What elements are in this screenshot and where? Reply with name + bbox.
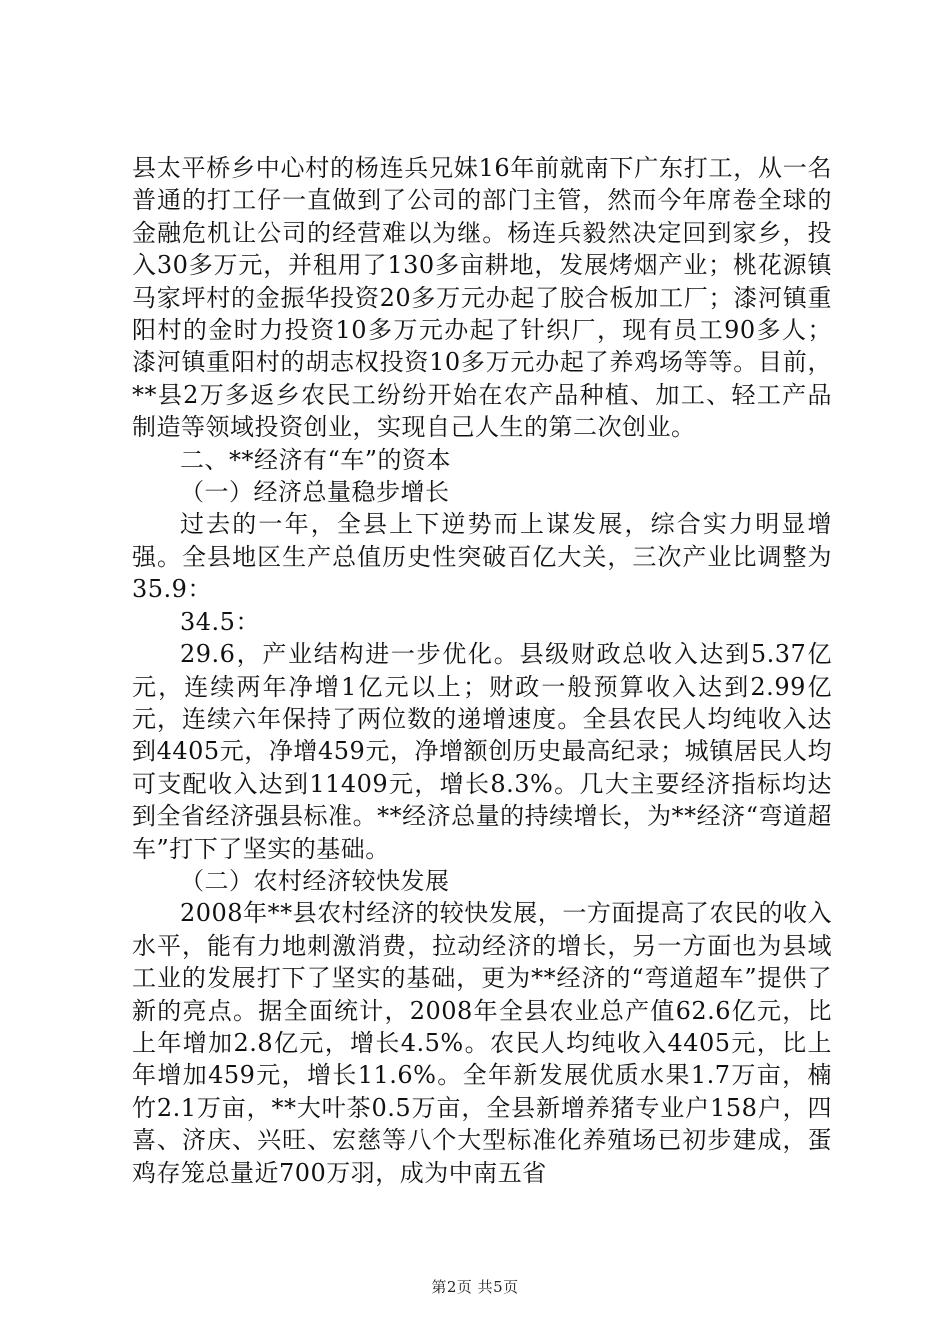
paragraph-rural-economy: 2008年**县农村经济的较快发展，一方面提高了农民的收入水平，能有力地刺激消费，拉动经济的增长，另一方面也为县域工业的发展打下了坚实的基础，更为**经济的“弯道超车”提供了新的亮点。据全面统计，2008年全县农业总产值62.6亿元，比上年增加2.8亿元，增长4.5%。农民人均纯收入4405元，比上年增加459元，增长11.6%。全年新发展优质水果1.7万亩，楠竹2.1万亩，**大叶茶0.5万亩，全县新增养猪专业户158户，四喜、济庆、兴旺、宏慈等八个大型标准化养殖场已初步建成，蛋鸡存笼总量近700万羽，成为中南五省	[132, 899, 832, 1187]
document-body	[132, 152, 832, 1189]
subsection-heading-2: （二）农村经济较快发展	[180, 866, 450, 895]
subsection-heading-1: （一）经济总量稳步增长	[180, 478, 450, 507]
page-number-footer: 第2页 共5页	[431, 1278, 519, 1296]
paragraph-fiscal-income: 29.6，产业结构进一步优化。县级财政总收入达到5.37亿元，连续两年净增1亿元以上；财政一般预算收入达到2.99亿元，连续六年保持了两位数的递增速度。全县农民人均纯收入达到4405元，净增459元，净增额创历史最高纪录；城镇居民人均可支配收入达到11409元，增长8.3%。几大主要经济指标均达到全省经济强县标准。**经济总量的持续增长，为**经济“弯道超车”打下了坚实的基础。	[132, 640, 832, 863]
section-heading-2: 二、**经济有“车”的资本	[180, 445, 452, 474]
paragraph-economic-growth: 过去的一年，全县上下逆势而上谋发展，综合实力明显增强。全县地区生产总值历史性突破百亿大关，三次产业比调整为35.9：	[132, 510, 832, 604]
paragraph-returnee-entrepreneurs: 县太平桥乡中心村的杨连兵兄妹16年前就南下广东打工，从一名普通的打工仔一直做到了公司的部门主管，然而今年席卷全球的金融危机让公司的经营难以为继。杨连兵毅然决定回到家乡，投入30多万元，并租用了130多亩耕地，发展烤烟产业；桃花源镇马家坪村的金振华投资20多万元办起了胶合板加工厂；漆河镇重阳村的金时力投资10多万元办起了针织厂，现有员工90多人；漆河镇重阳村的胡志权投资10多万元办起了养鸡场等等。目前，**县2万多返乡农民工纷纷开始在农产品种植、加工、轻工产品制造等领域投资创业，实现自己人生的第二次创业。	[132, 154, 832, 442]
paragraph-ratio-fragment: 34.5：	[180, 607, 260, 636]
